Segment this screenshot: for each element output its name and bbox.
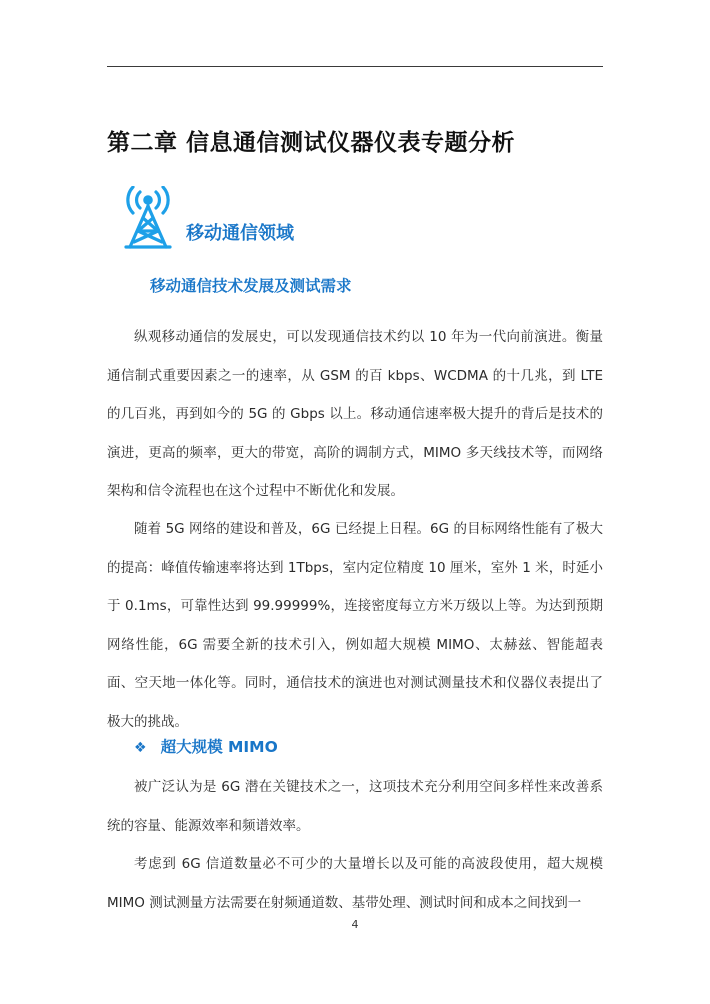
body-paragraph: 随着 5G 网络的建设和普及，6G 已经提上日程。6G 的目标网络性能有了极大的提高：峰值传输速率将达到 1Tbps，室内定位精度 10 厘米，室外 1 米，时延小于 0.1ms，可靠性达到 99.99999%，连接密度每立方米万级以上等。为达到预期网络性能，6G 需要全新的技术引入，例如超大规模 MIMO、太赫兹、智能超表面、空天地一体化等。同时，通信技术的演进也对测试测量技术和仪器仪表提出了极大的挑战。 bbox=[107, 521, 603, 730]
header-rule bbox=[107, 66, 603, 67]
page-number: 4 bbox=[351, 918, 359, 931]
bullet-heading-label: 超大规模 MIMO bbox=[160, 738, 278, 756]
subsection-heading: 移动通信技术发展及测试需求 bbox=[150, 277, 352, 295]
body-paragraph: 考虑到 6G 信道数量必不可少的大量增长以及可能的高波段使用，超大规模 MIMO 测试测量方法需要在射频通道数、基带处理、测试时间和成本之间找到一 bbox=[107, 856, 603, 911]
section-heading: 移动通信领域 bbox=[186, 223, 294, 244]
cell-tower-icon bbox=[120, 186, 176, 250]
body-paragraph: 被广泛认为是 6G 潜在关键技术之一，这项技术充分利用空间多样性来改善系统的容量、能源效率和频谱效率。 bbox=[107, 779, 603, 834]
diamond-bullet-icon: ❖ bbox=[134, 740, 147, 756]
body-paragraph: 纵观移动通信的发展史，可以发现通信技术约以 10 年为一代向前演进。衡量通信制式重要因素之一的速率，从 GSM 的百 kbps、WCDMA 的十几兆，到 LTE 的几百兆，再到如今的 5G 的 Gbps 以上。移动通信速率极大提升的背后是技术的演进，更高的频率，更大的带宽，高阶的调制方式，MIMO 多天线技术等，而网络架构和信令流程也在这个过程中不断优化和发展。 bbox=[107, 329, 603, 499]
bullet-heading bbox=[134, 735, 278, 757]
chapter-title: 第二章 信息通信测试仪器仪表专题分析 bbox=[107, 130, 516, 156]
